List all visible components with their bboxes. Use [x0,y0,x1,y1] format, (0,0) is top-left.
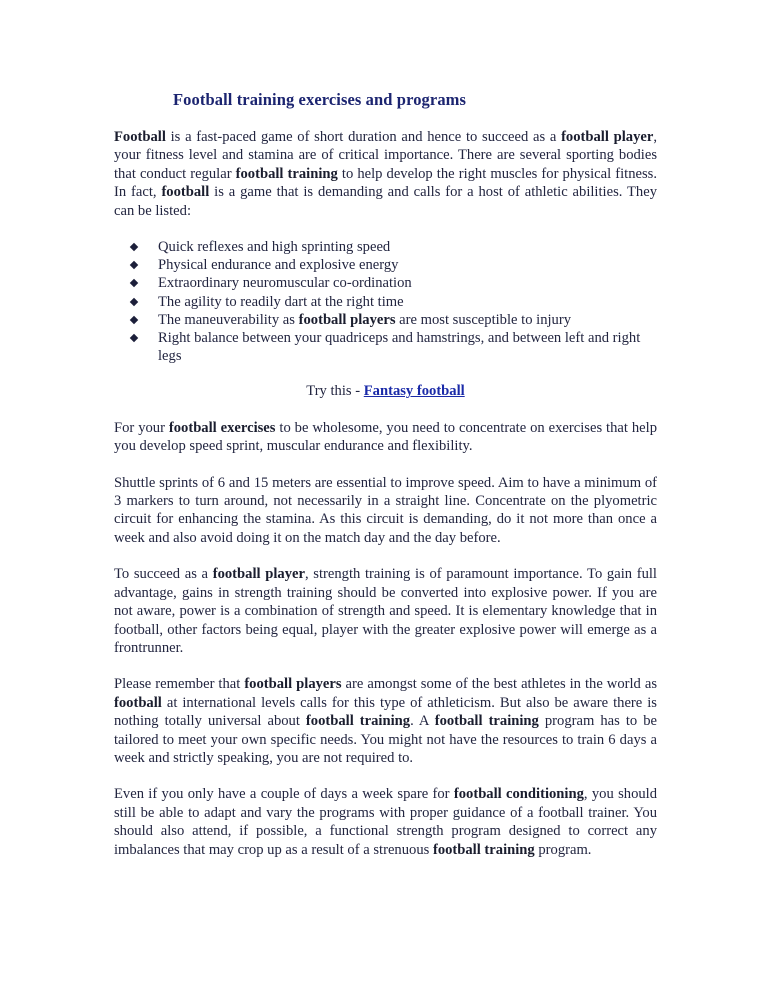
text-run: Please remember that [114,676,245,693]
list-item-text: Physical endurance and explosive energy [158,257,399,274]
keyword: football exercises [168,419,276,436]
keyword: Football [114,129,166,145]
list-item-text: Extraordinary neuromuscular co-ordination [158,275,412,292]
list-item-text: Quick reflexes and high sprinting speed [158,239,391,256]
text-run: Even if you only have a couple of days a week spare for [114,786,454,803]
keyword: football training [434,713,539,730]
keyword: football training [432,841,535,858]
text-run: to help develop the right muscles for physical fitness. In fact, [114,165,657,201]
keyword: football player [212,566,305,583]
diamond-bullet-icon [130,261,138,269]
text-run: program. [534,841,592,858]
list-item-text: The agility to readily dart at the right time [158,293,404,310]
list-item-text: The maneuverability as [158,311,299,328]
text-run: at international levels calls for this type of athleticism. But also be aware there is nothing totally universal about [114,694,657,730]
text-run: , strength training is of paramount importance. To gain full advantage, gains in strength training should be converted into explosive power. If you are not aware, power is a combination of strength and speed. It is elementary knowledge that in football, other factors being equal, player with the greater explosive power will emerge as a frontrunner. [114,566,657,656]
list-item [114,293,657,311]
abilities-list [114,238,657,365]
list-item [114,274,657,292]
text-run: is a fast-paced game of short duration and hence to succeed as a [165,129,562,145]
exercises-paragraph [114,419,657,456]
document-title: Football training exercises and programs [173,90,467,109]
diamond-bullet-icon [130,279,138,287]
intro-paragraph [114,128,657,220]
try-this-line [114,382,657,400]
text-run: To succeed as a [114,566,213,583]
text-run: are amongst some of the best athletes in the world as [341,676,657,693]
keyword: football player [561,129,654,145]
list-item [114,256,657,274]
keyword: football training [235,165,338,182]
text-run: , your fitness level and stamina are of critical importance. There are several sporting bodies that conduct regular [114,129,657,182]
list-item-text: are most susceptible to injury [395,311,572,328]
diamond-bullet-icon [130,316,138,324]
text-run: For your [114,419,169,436]
list-item [114,238,657,256]
text-run: , you should still be able to adapt and vary the programs with proper guidance of a football trainer. You should also attend, if possible, a functional strength program designed to correct any imbalances that may crop up as a result of a strenuous [114,786,658,858]
document-page [114,88,657,877]
sprints-paragraph: Shuttle sprints of 6 and 15 meters are essential to improve speed. Aim to have a minimum of 3 markers to turn around, not necessarily in a straight line. Concentrate on the plyometric circuit for enhancing the stamina. As this circuit is demanding, do it not more than once a week and also avoid doing it on the match day and the day before. [114,474,657,546]
list-item [114,311,657,329]
diamond-bullet-icon [130,297,138,305]
text-run: program has to be tailored to meet your own specific needs. You might not have the resources to train 6 days a week and strictly speaking, you are not required to. [114,713,657,766]
fantasy-football-link[interactable]: Fantasy football [363,383,465,400]
text-run: to be wholesome, you need to concentrate on exercises that help you develop speed sprint, muscular endurance and flexibility. [114,419,657,455]
keyword: football [161,184,210,201]
keyword: football training [305,713,411,730]
keyword: football [114,694,162,711]
diamond-bullet-icon [130,334,138,342]
text-run: . A [410,713,435,730]
keyword: football players [244,676,342,693]
conditioning-paragraph [114,785,657,859]
strength-paragraph [114,565,657,657]
keyword: football conditioning [453,786,584,803]
diamond-bullet-icon [130,243,138,251]
text-run: is a game that is demanding and calls for a host of athletic abilities. They can be listed: [114,184,657,219]
list-item-text: Right balance between your quadriceps and hamstrings, and between left and right legs [158,330,641,365]
try-this-label: Try this - [306,383,364,400]
keyword: football players [298,311,396,328]
list-item [114,329,657,365]
athletes-paragraph [114,675,657,767]
